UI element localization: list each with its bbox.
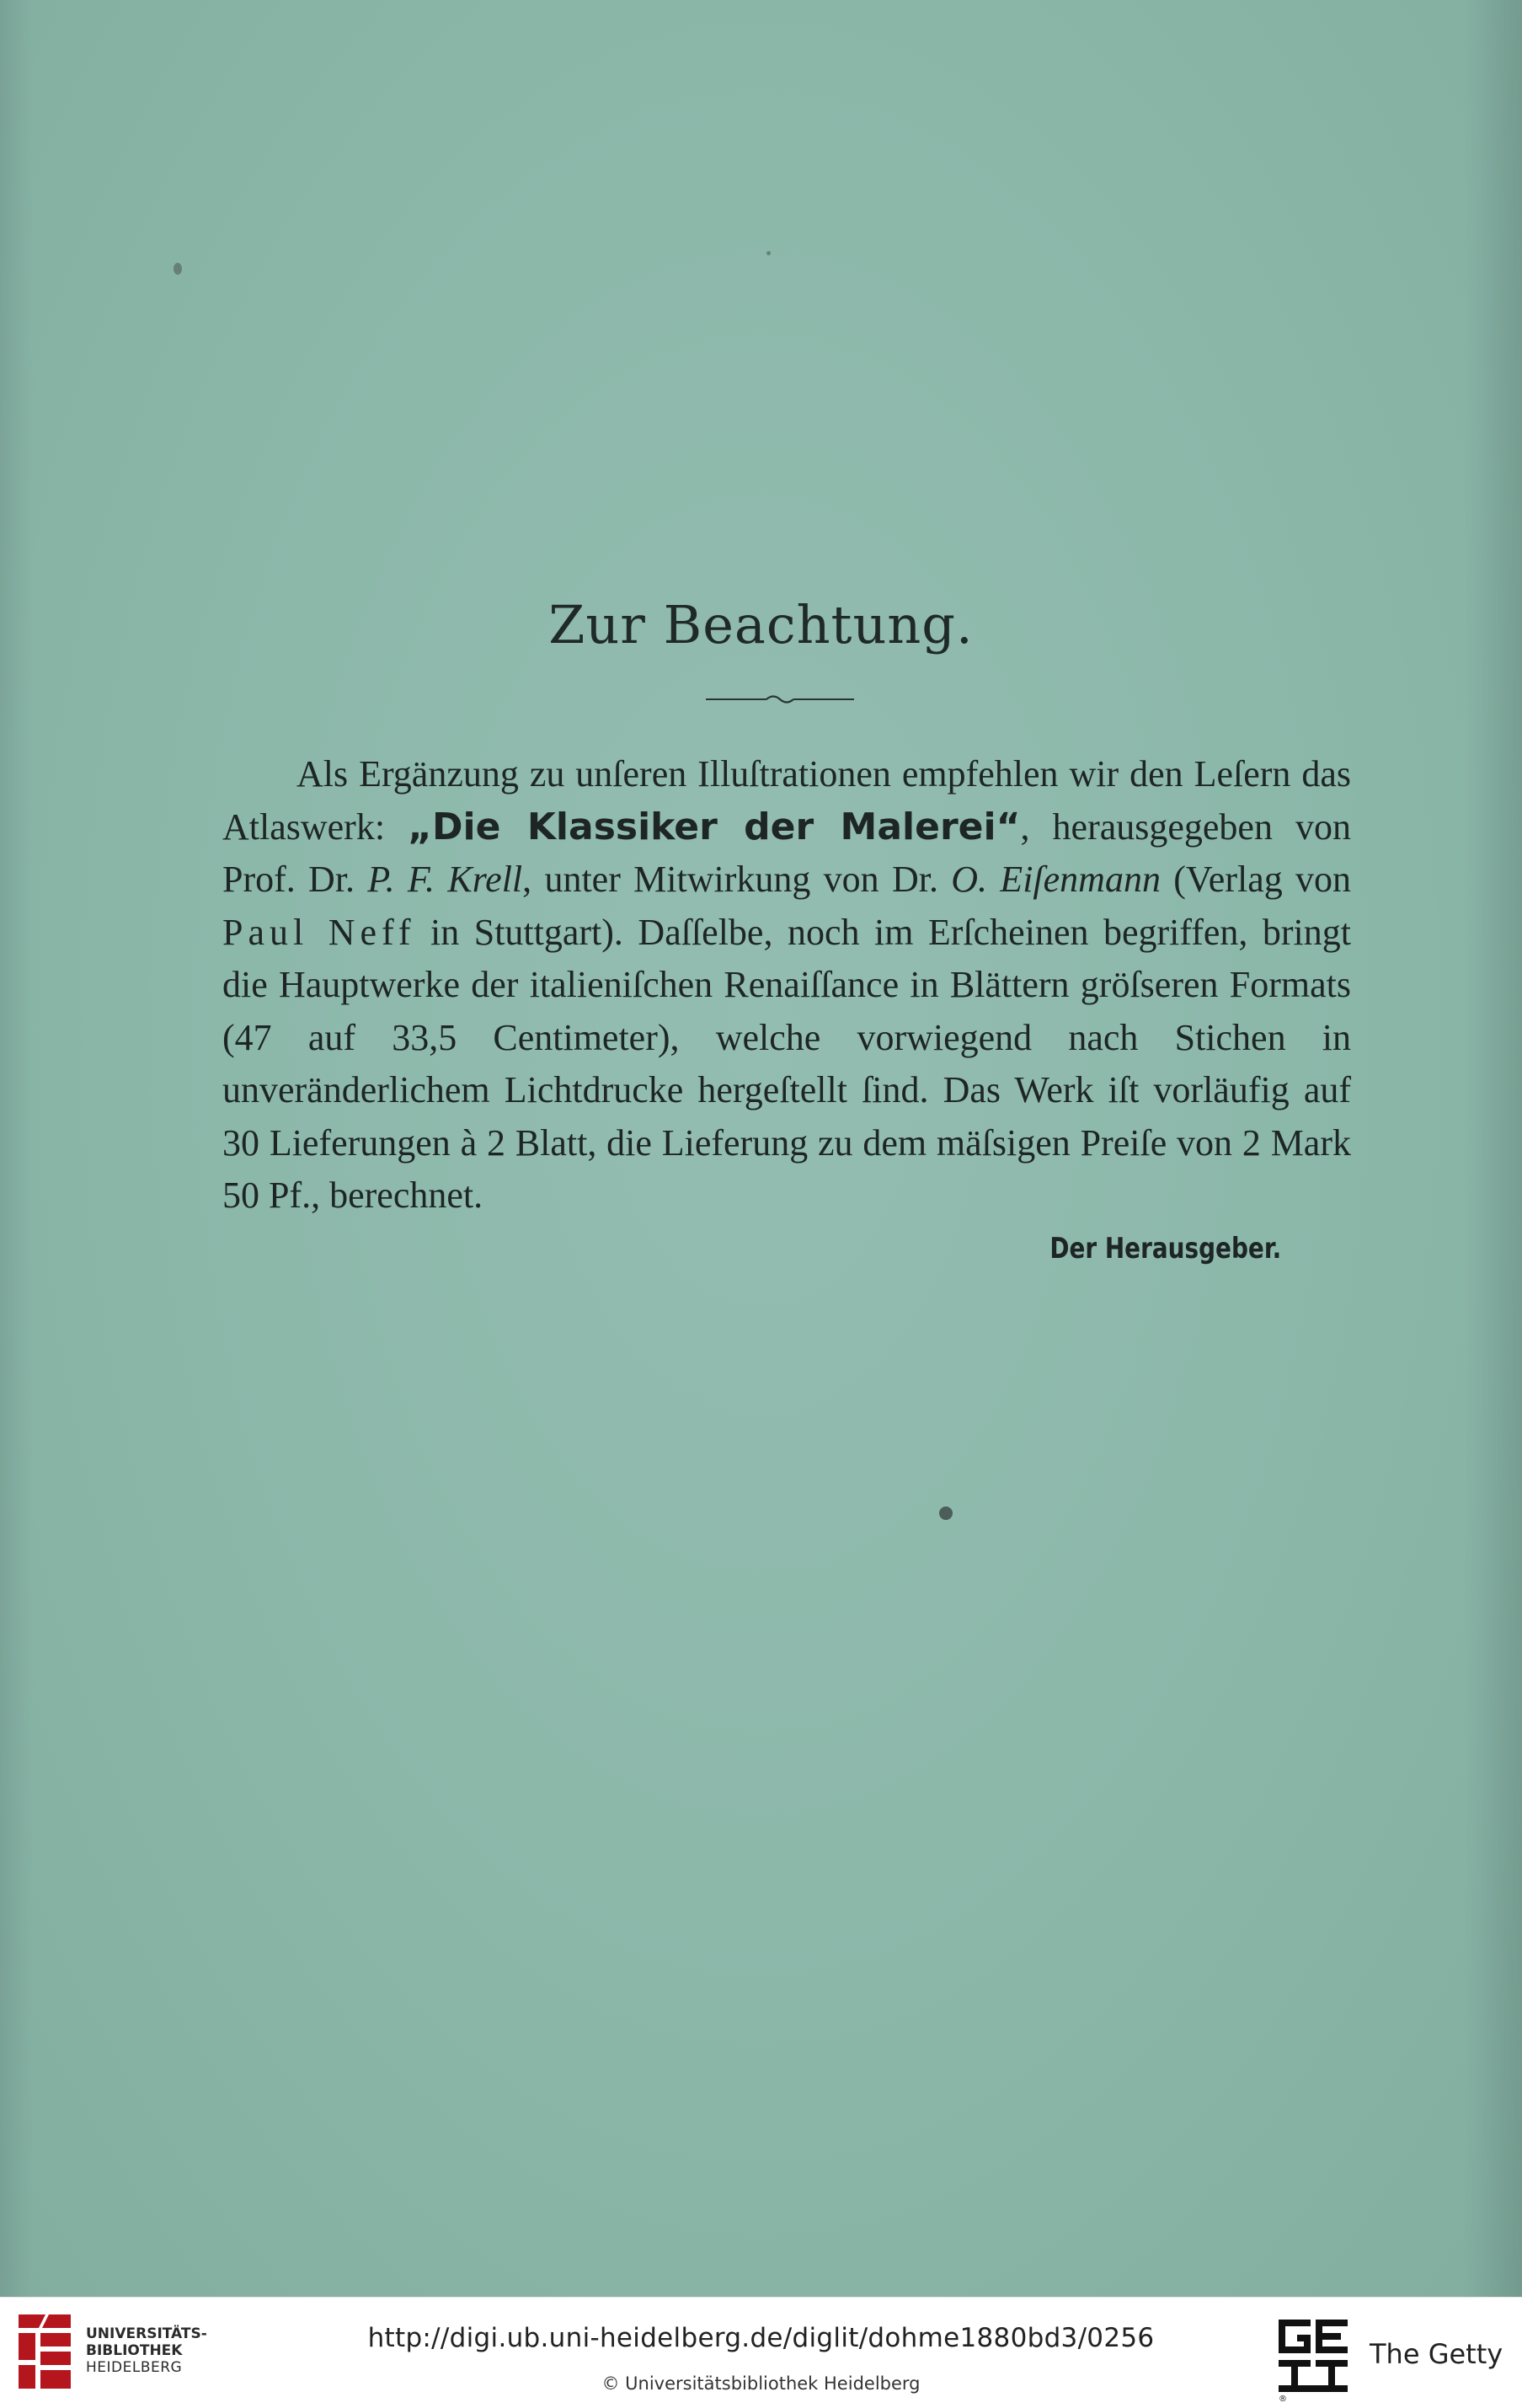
title-ornament	[706, 691, 854, 708]
footer-bar	[0, 2297, 1522, 2408]
paragraph-text-1: Als Ergänzung zu unſeren Illuſtrationen empfehlen wir den Leſern das Atlaswerk:	[222, 753, 1351, 848]
getty-logo-icon	[1275, 2316, 1351, 2402]
copyright-notice: © Universitätsbibliothek Heidelberg	[601, 2373, 921, 2394]
ink-speck	[174, 263, 182, 275]
ink-speck	[939, 1506, 953, 1520]
publisher-name: Paul Neff	[222, 911, 416, 953]
paragraph-text-4: (Verlag von	[1160, 859, 1352, 900]
svg-text:®: ®	[1279, 2395, 1287, 2402]
paragraph-text-2: , herausgegeben von Prof. Dr.	[222, 805, 1352, 900]
signature: Der Herausgeber.	[1049, 1232, 1281, 1266]
editor-name: P. F. Krell	[367, 859, 523, 900]
page-edge-shadow-left	[0, 0, 34, 2297]
getty-label: The Getty	[1370, 2338, 1503, 2370]
paragraph-text-5: in Stuttgart). Daſſelbe, noch im Erſcheinen begriffen, bringt die Hauptwerke der italieniſchen Renaiſſance in Blättern gröſseren Formats (47 auf 33,5 Centimeter), welche vorwiegend nach Stichen in unveränderlichem Lichtdrucke hergeſtellt ſind. Das Werk iſt vorläufig auf 30 Lieferungen à 2 Blatt, die Lieferung zu dem mäſsigen Preiſe von 2 Mark 50 Pf., berechnet.	[222, 911, 1351, 1216]
page-title: Zur Beachtung.	[548, 594, 974, 656]
work-title: „Die Klassiker der Malerei“	[408, 805, 1021, 848]
paragraph-text-3: , unter Mitwirkung von Dr.	[522, 859, 952, 900]
ink-speck	[766, 251, 771, 255]
library-name-line2: BIBLIOTHEK	[86, 2342, 183, 2359]
library-name-line1: UNIVERSITÄTS-	[86, 2325, 207, 2342]
library-name-line3: HEIDELBERG	[86, 2359, 183, 2376]
permalink-url[interactable]: http://digi.ub.uni-heidelberg.de/diglit/dohme1880bd3/0256	[367, 2323, 1155, 2353]
notice-paragraph	[222, 748, 1351, 1223]
collaborator-name: O. Eiſenmann	[951, 859, 1161, 900]
page-edge-shadow-right	[1463, 0, 1522, 2297]
